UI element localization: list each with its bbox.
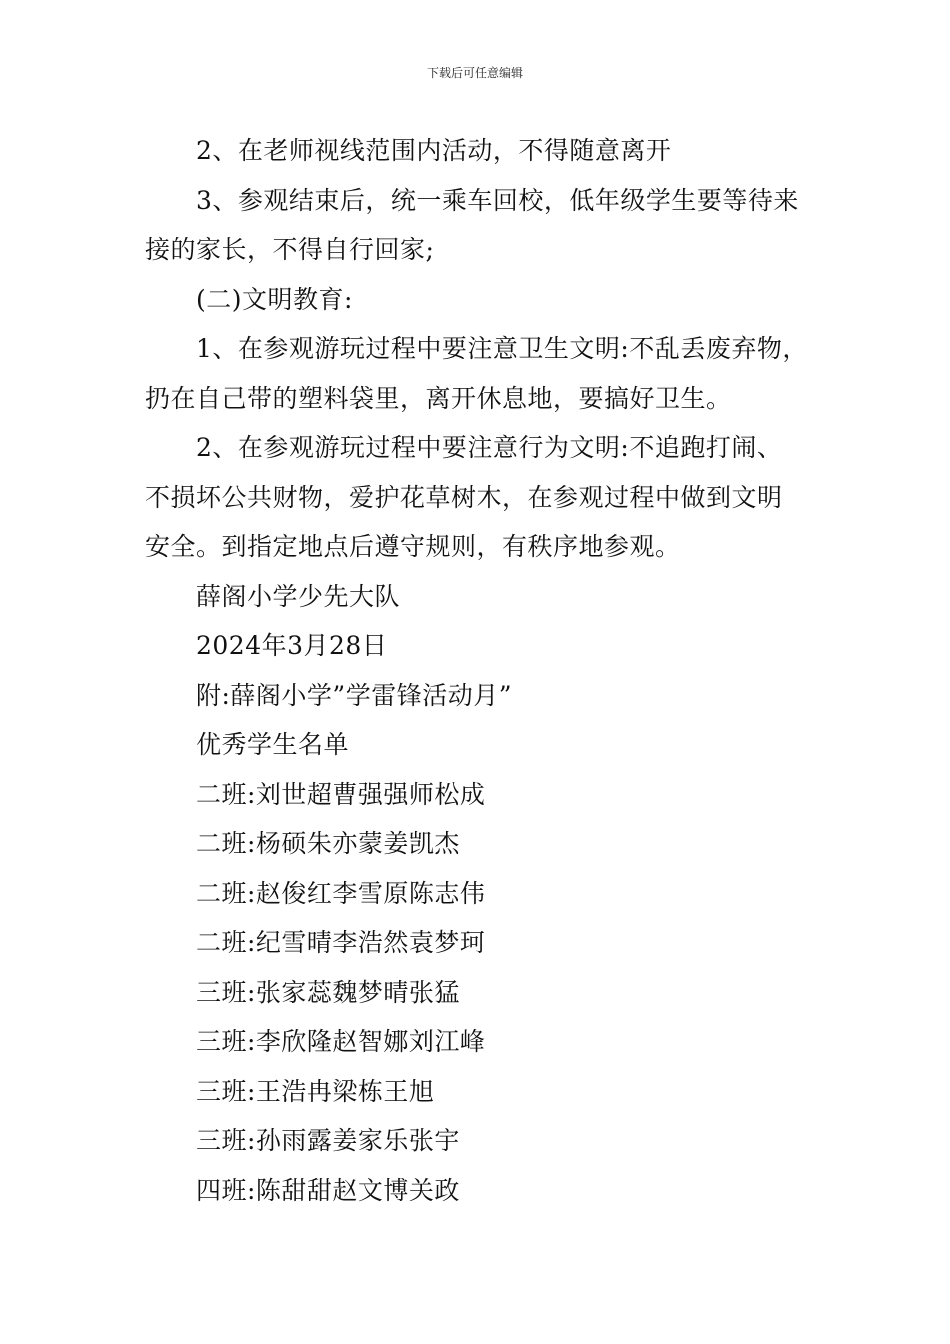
page-header: 下载后可任意编辑 [426, 66, 523, 80]
paragraph-line: 2、在老师视线范围内活动，不得随意离开 [196, 136, 672, 165]
list-item: 二班:纪雪晴李浩然袁梦珂 [196, 928, 486, 957]
list-item: 三班:张家蕊魏梦晴张猛 [196, 977, 460, 1007]
appendix-title: 附:薛阁小学”学雷锋活动月” [196, 680, 512, 710]
signature-organization: 薛阁小学少先大队 [196, 581, 401, 611]
list-item: 二班:刘世超曹强强师松成 [196, 779, 486, 809]
paragraph-line: 1、在参观游玩过程中要注意卫生文明:不乱丢废弃物， [196, 334, 808, 363]
list-item: 二班:杨硕朱亦蒙姜凯杰 [196, 829, 460, 858]
paragraph-line: 2、在参观游玩过程中要注意行为文明:不追跑打闹、 [196, 433, 783, 462]
document-body [145, 126, 815, 1215]
paragraph-line: 3、参观结束后，统一乘车回校，低年级学生要等待来 [196, 185, 799, 215]
list-item: 三班:李欣隆赵智娜刘江峰 [196, 1027, 486, 1056]
list-item: 三班:王浩冉梁栋王旭 [196, 1076, 435, 1106]
paragraph-line: 不损坏公共财物，爱护花草树木，在参观过程中做到文明 [145, 482, 783, 512]
signature-date: 2024年3月28日 [196, 631, 388, 660]
paragraph-line: 安全。到指定地点后遵守规则，有秩序地参观。 [145, 532, 681, 561]
list-item: 二班:赵俊红李雪原陈志伟 [196, 878, 486, 908]
paragraph-line: 接的家长，不得自行回家; [145, 235, 435, 264]
list-title: 优秀学生名单 [196, 730, 350, 759]
section-heading: (二)文明教育: [196, 284, 353, 314]
list-item: 三班:孙雨露姜家乐张宇 [196, 1126, 460, 1155]
list-item: 四班:陈甜甜赵文博关政 [196, 1175, 460, 1205]
paragraph-line: 扔在自己带的塑料袋里，离开休息地，要搞好卫生。 [145, 383, 732, 413]
